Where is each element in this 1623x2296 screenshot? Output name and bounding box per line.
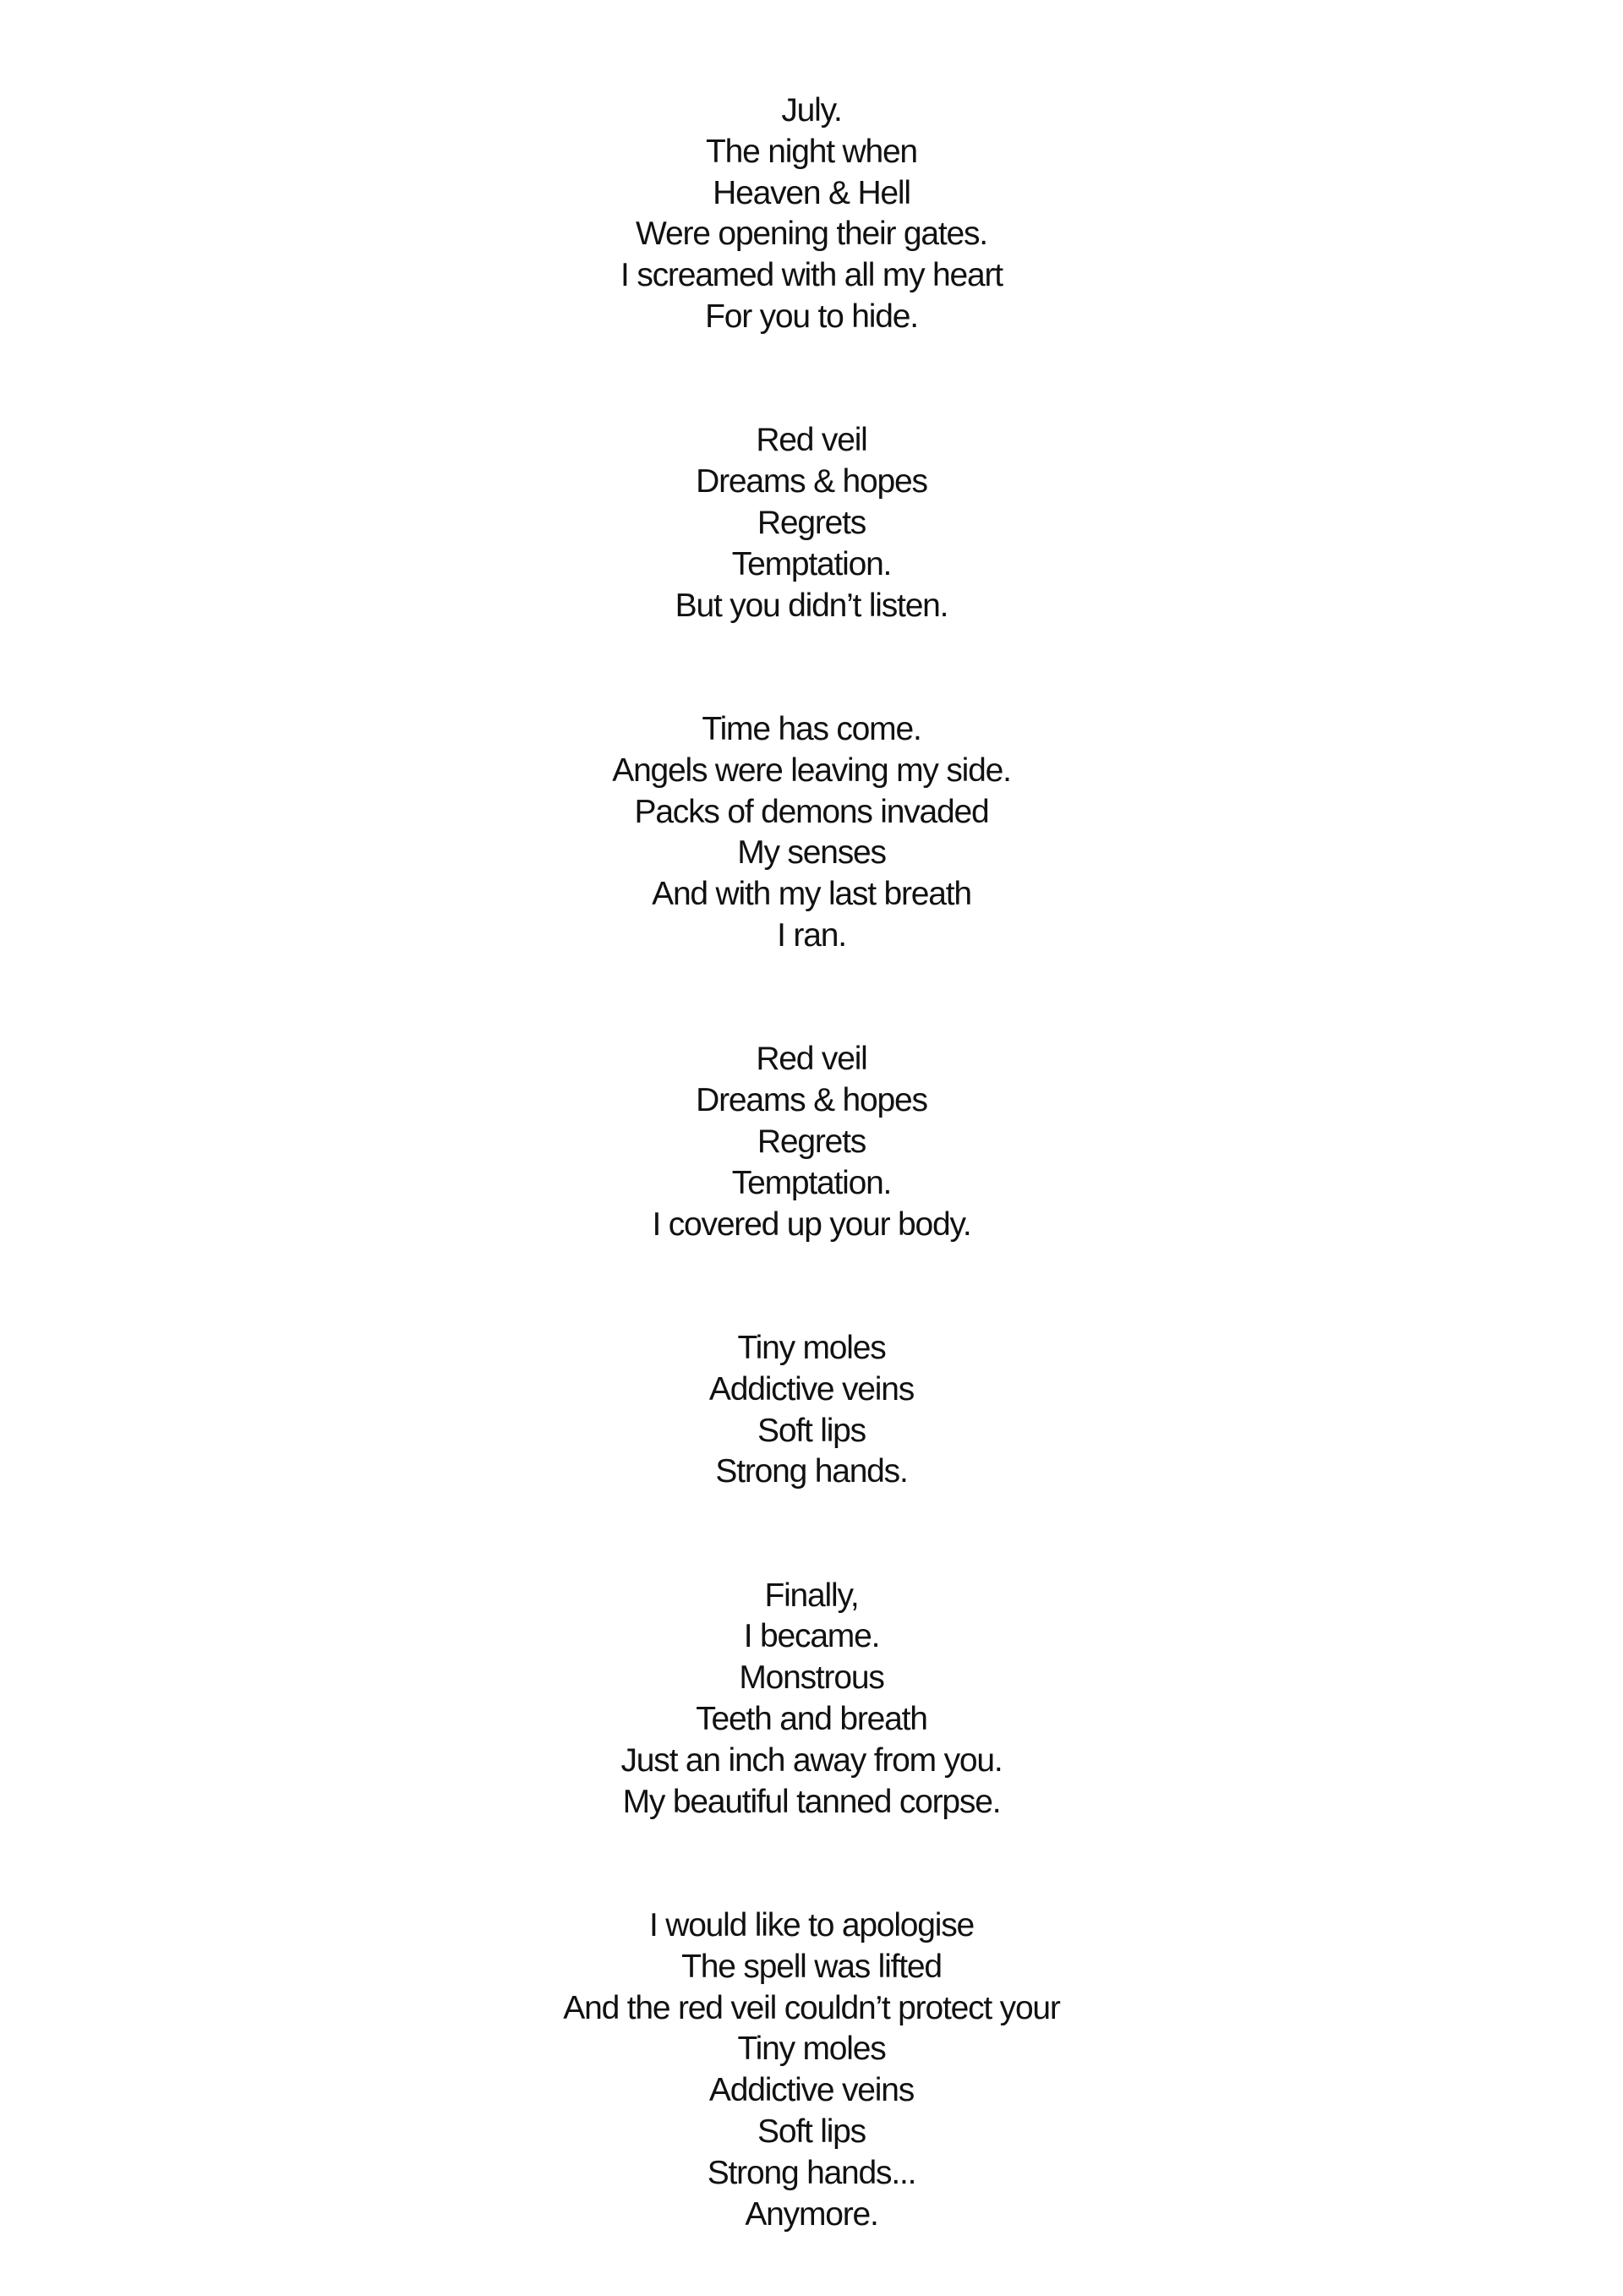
stanza-2 bbox=[0, 420, 1623, 626]
poem-line: Teeth and breath bbox=[696, 1701, 927, 1738]
poem-line: Red veil bbox=[756, 422, 867, 459]
poem-line: Heaven & Hell bbox=[713, 174, 910, 211]
poem-line: Soft lips bbox=[757, 1412, 866, 1449]
poem-line: My beautiful tanned corpse. bbox=[622, 1783, 1001, 1820]
poem-line: Red veil bbox=[756, 1041, 867, 1078]
poem-line: I screamed with all my heart bbox=[620, 257, 1003, 294]
poem-line: Finally, bbox=[764, 1577, 859, 1614]
poem-line: Dreams & hopes bbox=[696, 463, 927, 500]
poem-line: Temptation. bbox=[731, 1164, 892, 1201]
poem-line: I ran. bbox=[777, 916, 846, 954]
poem-line: Tiny moles bbox=[737, 2031, 886, 2068]
poem-line: The spell was lifted bbox=[681, 1948, 942, 1985]
poem-line: Addictive veins bbox=[708, 1370, 915, 1408]
poem-line: Anymore. bbox=[745, 2195, 878, 2233]
poem-line: But you didn’t listen. bbox=[675, 587, 948, 624]
poem-line: And with my last breath bbox=[652, 876, 971, 913]
poem-line: Tiny moles bbox=[737, 1329, 886, 1366]
stanza-7 bbox=[0, 1905, 1623, 2235]
poem-line: Strong hands... bbox=[707, 2154, 916, 2191]
poem-line: Time has come. bbox=[702, 710, 921, 747]
poem-line: I covered up your body. bbox=[652, 1205, 971, 1243]
poem-line: My senses bbox=[737, 834, 886, 872]
poem-line: For you to hide. bbox=[705, 298, 918, 335]
stanza-3 bbox=[0, 709, 1623, 957]
poem-line: The night when bbox=[706, 133, 917, 170]
poem-line: Packs of demons invaded bbox=[634, 793, 989, 830]
poem-line: Regrets bbox=[757, 1123, 866, 1160]
poem-line: Regrets bbox=[757, 504, 866, 541]
poem-line: I became. bbox=[743, 1618, 880, 1655]
poem-line: Were opening their gates. bbox=[636, 216, 987, 253]
poem-line: Strong hands. bbox=[715, 1453, 908, 1490]
poem-line: Angels were leaving my side. bbox=[612, 752, 1011, 789]
poem bbox=[0, 90, 1623, 2235]
poem-line: Temptation. bbox=[731, 545, 892, 582]
poem-line: And the red veil couldn’t protect your bbox=[563, 1989, 1060, 2026]
poem-line: I would like to apologise bbox=[648, 1907, 975, 1944]
stanza-1 bbox=[0, 90, 1623, 338]
stanza-5 bbox=[0, 1328, 1623, 1493]
stanza-6 bbox=[0, 1576, 1623, 1823]
poem-line: Dreams & hopes bbox=[696, 1082, 927, 1119]
poem-line: Monstrous bbox=[739, 1659, 884, 1697]
poem-line: Soft lips bbox=[757, 2113, 866, 2151]
poem-line: Addictive veins bbox=[708, 2072, 915, 2109]
poem-line: July. bbox=[781, 92, 842, 128]
stanza-4 bbox=[0, 1039, 1623, 1245]
poem-line: Just an inch away from you. bbox=[620, 1741, 1003, 1779]
